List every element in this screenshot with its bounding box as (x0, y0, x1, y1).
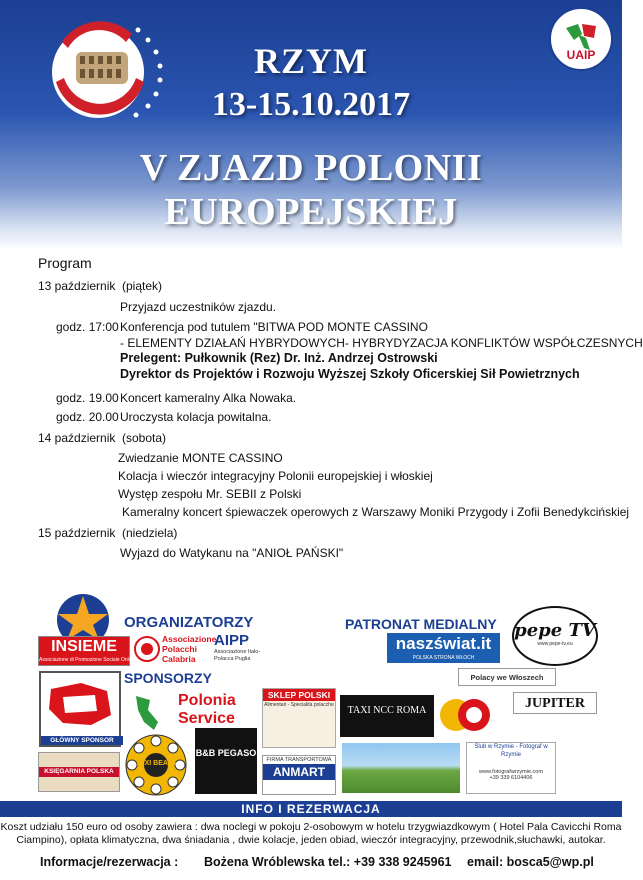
day2-item-1: Zwiedzanie MONTE CASSINO (118, 451, 283, 465)
sklep-polski-logo (262, 688, 336, 748)
day1-weekday: (piątek) (122, 279, 163, 293)
glowny-sponsor-label: GŁÓWNY SPONSOR (41, 736, 123, 745)
insieme-star-icon (48, 590, 118, 640)
insieme-logo (38, 636, 135, 666)
pepe-tv-url: www.pepe-tv.eu (537, 641, 573, 647)
day1-dinner: Uroczysta kolacja powitalna. (120, 410, 272, 424)
sklep-subtitle: Alimentari - Specialità polacche (264, 702, 334, 708)
apc-name: Associazione Polacchi Calabria (162, 634, 217, 664)
polacy-name: Polacy we Włoszech (470, 673, 544, 682)
naszswiat-logo (387, 633, 500, 663)
contact-name-phone: Bożena Wróblewska tel.: +39 338 9245961 (204, 855, 452, 869)
anmart-subtitle: FIRMA TRANSPORTOWA (266, 757, 332, 763)
media-label: PATRONAT MEDIALNY (345, 616, 497, 632)
poland-map-icon (41, 679, 119, 729)
info-bar-label: INFO I REZERWACJA (241, 802, 381, 816)
polacy-we-wloszech-logo (458, 668, 556, 686)
day1-speaker: Prelegent: Pułkownik (Rez) Dr. Inż. Andrzej Ostrowski (120, 351, 438, 365)
day1-arrival: Przyjazd uczestników zjazdu. (120, 300, 277, 314)
glowny-sponsor-logo (39, 671, 121, 747)
day1-time-2000: godz. 20.00 (56, 410, 119, 424)
day1-time-1700: godz. 17:00 (56, 320, 119, 334)
day1-concert: Koncert kameralny Alka Nowaka. (120, 391, 297, 405)
slub-url: www.fotografwrzymie.com (479, 769, 543, 775)
contact-email[interactable]: email: bosca5@wp.pl (467, 855, 594, 869)
day1-conference-subtitle: - ELEMENTY DZIAŁAŃ HYBRYDOWYCH- HYBRYDYZACJA KONFLIKTÓW WSPÓŁCZESNYCH (120, 336, 643, 350)
day1-date: 13 październik (38, 279, 116, 293)
taxi-beata-name: TAXI BEATA (135, 760, 177, 767)
info-bar (0, 801, 622, 817)
rings-logo-icon (436, 694, 494, 736)
day1-time-1900: godz. 19.00 (56, 391, 119, 405)
eagle-emblem-icon (134, 636, 160, 662)
jupiter-name: JUPITER (525, 696, 585, 711)
taxi-ncc-name: TAXI NCC ROMA (347, 705, 427, 716)
insieme-name: INSIEME (51, 638, 117, 655)
sponsors-label: SPONSORZY (124, 670, 212, 686)
landscape-banner (342, 743, 460, 793)
day2-item-4: Kameralny koncert śpiewaczek operowych z Warszawy Moniki Przygody i Zofii Benedykcińskiej (122, 505, 630, 519)
day1-conference: Konferencja pod tutulem "BITWA POD MONTE CASSINO (120, 320, 428, 334)
anmart-logo (262, 755, 336, 795)
day2-item-2: Kolacja i wieczór integracyjny Polonii europejskiej i włoskiej (118, 469, 433, 483)
organizers-label: ORGANIZATORZY (124, 614, 254, 631)
taxi-ncc-logo (340, 695, 434, 737)
day3-weekday: (niedziela) (122, 526, 178, 540)
pepe-tv-logo (512, 606, 598, 666)
uaip-label: UAIP (566, 48, 596, 62)
bb-pegaso-logo (195, 728, 257, 794)
jupiter-logo (513, 692, 597, 714)
event-dates: 13-15.10.2017 (211, 86, 411, 123)
cost-line-2: Ciampino), opłata klimatyczna, dwa śniadania , dwie kolacje, jeden obiad, wieczór integracyjny, przewodnik,słuchawki, autokar. (16, 834, 606, 846)
day2-item-3: Występ zespołu Mr. SEBII z Polski (118, 487, 302, 501)
slub-phone: +39 339 6104406 (489, 775, 533, 781)
anmart-name: ANMART (263, 764, 335, 780)
day1-speaker-role: Dyrektor ds Projektów i Rozwoju Wyższej Szkoły Oficerskiej Sił Powietrznych (120, 367, 580, 381)
apc-logo (134, 632, 217, 666)
event-city: RZYM (254, 41, 368, 81)
day2-weekday: (sobota) (122, 431, 167, 445)
cost-line-1: Koszt udziału 150 euro od osoby zawiera : dwa noclegi w pokoju 2-osobowym w hotelu trzygwiazdkowym ( Hotel Pala Cavicchi Roma (0, 821, 622, 833)
sklep-name: SKLEP POLSKI (263, 689, 335, 701)
day3-item-1: Wyjazd do Watykanu na "ANIOŁ PAŃSKI" (120, 546, 344, 560)
bb-pegaso-name: B&B PEGASO (195, 748, 257, 758)
slub-fotograf-logo (466, 742, 556, 794)
contact-label: Informacje/rezerwacja : (40, 855, 179, 869)
event-title: V ZJAZD POLONII EUROPEJSKIEJ (139, 147, 483, 233)
polonia-service-name: Polonia Service (178, 692, 236, 727)
naszswiat-subtitle: POLSKA STRONA WŁOCH (412, 655, 475, 661)
aipp-subtitle: Associazione Italo-Polacca Puglia (214, 649, 261, 662)
aipp-name: AIPP (214, 632, 250, 649)
ksiegarnia-logo (38, 752, 120, 792)
slub-name: Ślub w Rzymie - Fotograf w Rzymie (474, 744, 548, 758)
program-heading: Program (38, 255, 92, 271)
ksiegarnia-name: KSIĘGARNIA POLSKA (39, 767, 119, 777)
naszswiat-name: naszświat.it (395, 634, 492, 653)
italy-map-icon (130, 694, 164, 734)
day2-date: 14 październik (38, 431, 116, 445)
pepe-tv-name: pepe TV (514, 620, 596, 641)
day3-date: 15 październik (38, 526, 116, 540)
insieme-subtitle: Associazione di Promozione Sociale Onlus (39, 657, 135, 663)
aipp-logo (214, 632, 262, 666)
